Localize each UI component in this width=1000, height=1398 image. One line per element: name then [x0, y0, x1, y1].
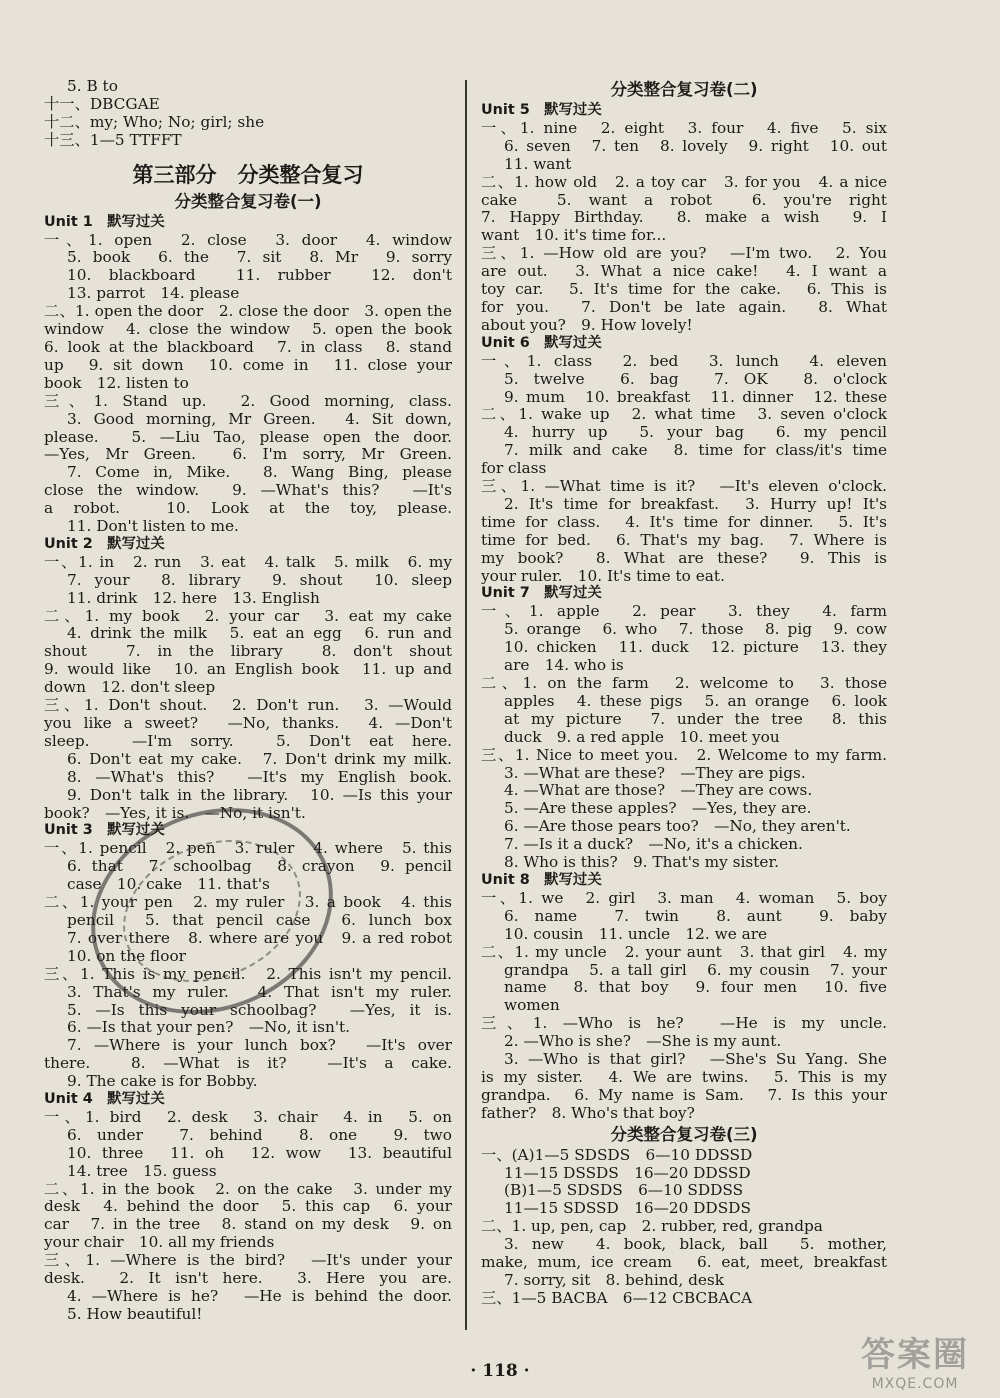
answer-line: 一、1. nine 2. eight 3. four 4. five 5. six: [481, 119, 887, 137]
answer-line: are 14. who is: [504, 657, 624, 675]
unit-block: [44, 214, 452, 536]
answer-line: 10. blackboard 11. rubber 12. don't: [67, 267, 452, 285]
answer-line: 三、1. —What time is it? —It's eleven o'clock.: [481, 478, 887, 496]
answer-line: duck 9. a red apple 10. meet you: [504, 728, 780, 746]
answer-line: car 7. in the tree 8. stand on my desk 9. on: [44, 1216, 452, 1234]
answer-line: 9. would like 10. an English book 11. up and: [44, 661, 452, 679]
answer-line: make, mum, ice cream 6. eat, meet, breakfast: [481, 1254, 887, 1272]
answer-line: 三、1. This is my pencil. 2. This isn't my pencil.: [44, 965, 452, 983]
stamp-inner-ring: [102, 814, 323, 1007]
answer-line: desk. 2. It isn't here. 3. Here you are.: [44, 1270, 452, 1288]
answer-line: your chair 10. all my friends: [44, 1234, 275, 1252]
answer-line: grandpa 5. a tall girl 6. my cousin 7. your: [504, 961, 887, 979]
answer-line: 6. Don't eat my cake. 7. Don't drink my milk.: [67, 750, 452, 768]
unit-heading: Unit 8 默写过关: [481, 871, 602, 888]
answer-line: father? 8. Who's that boy?: [481, 1104, 695, 1122]
answer-line: 6. under 7. behind 8. one 9. two: [67, 1126, 452, 1144]
answer-line: 8. —What's this? —It's my English book.: [67, 768, 452, 786]
answer-line: 9. The cake is for Bobby.: [67, 1073, 258, 1091]
answer-line: 4. —What are those? —They are cows.: [504, 782, 813, 800]
unit-heading: Unit 7 默写过关: [481, 585, 602, 602]
answer-line: 三、1. Stand up. 2. Good morning, class.: [44, 392, 452, 410]
answer-line: 11. want: [504, 155, 572, 173]
left-column: [44, 78, 452, 1324]
unit-block: [44, 1091, 452, 1324]
answer-line: 5. —Is this your schoolbag? —Yes, it is.: [67, 1001, 452, 1019]
answer-line: women: [504, 997, 560, 1015]
answer-line: 7. Happy Birthday. 8. make a wish 9. I: [481, 209, 887, 227]
top-answers: [44, 78, 452, 150]
answer-line: 4. drink the milk 5. eat an egg 6. run and: [67, 625, 452, 643]
right-units: [481, 102, 887, 1123]
answer-line: 十三、1—5 TTFFT: [44, 131, 182, 149]
answer-line: 7. over there 8. where are you 9. a red robot: [67, 929, 452, 947]
right-column: [481, 78, 887, 1308]
answer-line: 一、1. bird 2. desk 3. chair 4. in 5. on: [44, 1108, 452, 1126]
answer-line: 三、1. —How old are you? —I'm two. 2. You: [481, 245, 887, 263]
answer-line: 3. —What are these? —They are pigs.: [504, 764, 806, 782]
answer-line: 7. —Where is your lunch box? —It's over: [67, 1037, 452, 1055]
unit-heading: Unit 5 默写过关: [481, 102, 602, 118]
answer-line: my book? 8. What are these? 9. This is: [481, 549, 887, 567]
unit-block: [481, 585, 887, 872]
answer-line: for you. 7. Don't be late again. 8. What: [481, 298, 887, 316]
answer-line: 7. milk and cake 8. time for class/it's time: [504, 442, 887, 460]
answer-line: there. 8. —What is it? —It's a cake.: [44, 1055, 452, 1073]
answer-line: down 12. don't sleep: [44, 679, 216, 697]
watermark-url: MXQE.COM: [871, 1376, 959, 1392]
answer-line: 5. orange 6. who 7. those 8. pig 9. cow: [504, 621, 887, 639]
answer-line: book? —Yes, it is. —No, it isn't.: [44, 804, 306, 822]
watermark-logo: 答案圈: [861, 1335, 969, 1375]
unit-heading: Unit 4 默写过关: [44, 1091, 165, 1108]
answer-line: 一、1. class 2. bed 3. lunch 4. eleven: [481, 352, 887, 370]
answer-line: book 12. listen to: [44, 374, 189, 392]
answer-line: case 10. cake 11. that's: [67, 876, 270, 894]
answer-line: 一、1. in 2. run 3. eat 4. talk 5. milk 6. my: [44, 553, 452, 571]
answer-line: 一、1. pencil 2. pen 3. ruler 4. where 5. this: [44, 840, 452, 858]
answer-line: shout 7. in the library 8. don't shout: [44, 643, 452, 661]
answer-line: 三、1. —Who is he? —He is my uncle.: [481, 1015, 887, 1033]
answer-line: 11—15 SDSSD 16—20 DDSDS: [504, 1200, 751, 1218]
answer-line: time for class. 4. It's time for dinner. 5. It's: [481, 513, 887, 531]
answer-line: 6. that 7. schoolbag 8. crayon 9. pencil: [67, 858, 452, 876]
answer-line: 6. —Is that your pen? —No, it isn't.: [67, 1019, 351, 1037]
answer-line: are out. 3. What a nice cake! 4. I want a: [481, 263, 887, 281]
answer-line: 二、1. up, pen, cap 2. rubber, red, grandpa: [481, 1218, 823, 1236]
answer-line: 一、(A)1—5 SDSDS 6—10 DDSSD: [481, 1146, 753, 1164]
answer-line: 6. —Are those pears too? —No, they aren't.: [504, 818, 851, 836]
answer-line: close the window. 9. —What's this? —It's: [44, 482, 452, 500]
answer-line: 13. parrot 14. please: [67, 285, 240, 303]
answer-line: 14. tree 15. guess: [67, 1162, 217, 1180]
section-3-answers: [481, 1147, 887, 1308]
answer-line: grandpa. 6. My name is Sam. 7. Is this your: [481, 1086, 887, 1104]
answer-line: name 8. that boy 9. four men 10. five: [504, 979, 887, 997]
unit-block: [481, 335, 887, 586]
answer-line: 8. Who is this? 9. That's my sister.: [504, 854, 779, 872]
answer-line: up 9. sit down 10. come in 11. close your: [44, 356, 452, 374]
answer-line: 5. book 6. the 7. sit 8. Mr 9. sorry: [67, 249, 452, 267]
answer-line: 4. —Where is he? —He is behind the door.: [67, 1288, 452, 1305]
answer-line: 4. hurry up 5. your bag 6. my pencil: [504, 424, 887, 442]
answer-line: pencil 5. that pencil case 6. lunch box: [67, 911, 452, 929]
answer-line: 7. sorry, sit 8. behind, desk: [504, 1272, 725, 1289]
answer-line: 二、1. my uncle 2. your aunt 3. that girl 4. my: [481, 943, 887, 961]
answer-line: 一、1. we 2. girl 3. man 4. woman 5. boy: [481, 889, 887, 907]
answer-line: 11. Don't listen to me.: [67, 518, 239, 536]
answer-line: window 4. close the window 5. open the book: [44, 321, 452, 339]
answer-line: your ruler. 10. It's time to eat.: [481, 567, 725, 585]
answer-line: 二、1. in the book 2. on the cake 3. under my: [44, 1180, 452, 1198]
unit-block: [481, 872, 887, 1123]
answer-line: 10. on the floor: [67, 947, 186, 965]
left-units: [44, 214, 452, 1324]
answer-line: apples 4. these pigs 5. an orange 6. look: [504, 692, 887, 710]
answer-line: you like a sweet? —No, thanks. 4. —Don't: [44, 715, 452, 732]
part-title: 第三部分 分类整合复习: [132, 162, 364, 187]
answer-line: 一、1. open 2. close 3. door 4. window: [44, 231, 452, 249]
answer-line: 7. —Is it a duck? —No, it's a chicken.: [504, 836, 803, 854]
answer-line: 10. cousin 11. uncle 12. we are: [504, 925, 768, 943]
answer-line: 6. seven 7. ten 8. lovely 9. right 10. out: [504, 137, 887, 155]
unit-block: [44, 536, 452, 823]
answer-line: 9. Don't talk in the library. 10. —Is this your: [67, 786, 452, 804]
unit-heading: Unit 6 默写过关: [481, 334, 602, 351]
answer-line: 5. twelve 6. bag 7. OK 8. o'clock: [504, 370, 887, 388]
answer-line: 5. How beautiful!: [67, 1305, 203, 1323]
answer-line: 6. look at the blackboard 7. in class 8. stand: [44, 338, 452, 356]
answer-line: —Yes, Mr Green. 6. I'm sorry, Mr Green.: [44, 446, 452, 464]
answer-line: 11. drink 12. here 13. English: [67, 589, 320, 607]
answer-line: 10. three 11. oh 12. wow 13. beautiful: [67, 1144, 452, 1162]
answer-line: sleep. —I'm sorry. 5. Don't eat here.: [44, 732, 452, 750]
answer-line: 3. new 4. book, black, ball 5. mother,: [504, 1236, 887, 1254]
answer-line: for class: [481, 460, 547, 478]
answer-line: 3. —Who is that girl? —She's Su Yang. She: [504, 1051, 887, 1069]
answer-line: 2. —Who is she? —She is my aunt.: [504, 1033, 782, 1051]
answer-line: 3. That's my ruler. 4. That isn't my ruler.: [67, 983, 452, 1001]
answer-line: 二、1. wake up 2. what time 3. seven o'clock: [481, 406, 887, 424]
unit-heading: Unit 2 默写过关: [44, 535, 165, 552]
section-title-2: 分类整合复习卷(二): [610, 80, 758, 99]
answer-line: 二、1. open the door 2. close the door 3. open the: [44, 303, 452, 321]
answer-line: cake 5. want a robot 6. you're right: [481, 191, 887, 209]
answer-line: 6. name 7. twin 8. aunt 9. baby: [504, 907, 887, 925]
answer-line: 三、1—5 BACBA 6—12 CBCBACA: [481, 1289, 753, 1307]
answer-line: toy car. 5. It's time for the cake. 6. This is: [481, 281, 887, 299]
answer-line: please. 5. —Liu Tao, please open the door.: [44, 428, 452, 446]
answer-line: time for bed. 6. That's my bag. 7. Where is: [481, 531, 887, 549]
answer-line: 7. Come in, Mike. 8. Wang Bing, please: [67, 464, 452, 482]
answer-line: (B)1—5 SDSDS 6—10 SDDSS: [504, 1182, 744, 1200]
unit-block: [481, 102, 887, 335]
answer-line: 5. B to: [67, 78, 118, 95]
unit-heading: Unit 1 默写过关: [44, 213, 165, 230]
answer-line: 十二、my; Who; No; girl; she: [44, 113, 265, 131]
answer-line: 9. mum 10. breakfast 11. dinner 12. these: [504, 388, 887, 406]
column-divider: [465, 80, 467, 1330]
answer-line: 10. chicken 11. duck 12. picture 13. they: [504, 639, 887, 657]
answer-line: 二、1. how old 2. a toy car 3. for you 4. a nice: [481, 173, 887, 191]
answer-line: at my picture 7. under the tree 8. this: [504, 710, 887, 728]
answer-line: desk 4. behind the door 5. this cap 6. your: [44, 1198, 452, 1216]
answer-line: 三、1. Nice to meet you. 2. Welcome to my farm.: [481, 746, 887, 764]
site-watermark: [840, 1327, 990, 1392]
section-title-3: 分类整合复习卷(三): [610, 1124, 758, 1144]
answer-line: 二、1. your pen 2. my ruler 3. a book 4. this: [44, 894, 452, 912]
answer-line: 三、1. Don't shout. 2. Don't run. 3. —Would: [44, 697, 452, 715]
answer-line: 一、1. apple 2. pear 3. they 4. farm: [481, 603, 887, 621]
answer-line: 5. —Are these apples? —Yes, they are.: [504, 800, 812, 818]
answer-line: 三、1. —Where is the bird? —It's under your: [44, 1252, 452, 1270]
answer-line: a robot. 10. Look at the toy, please.: [44, 500, 452, 518]
answer-line: 十一、DBCGAE: [44, 95, 160, 113]
unit-heading: Unit 3 默写过关: [44, 822, 165, 839]
answer-line: is my sister. 4. We are twins. 5. This is my: [481, 1068, 887, 1086]
answer-line: 2. It's time for breakfast. 3. Hurry up! It's: [504, 495, 887, 513]
answer-line: 11—15 DSSDS 16—20 DDSSD: [504, 1164, 751, 1182]
answer-line: 7. your 8. library 9. shout 10. sleep: [67, 571, 452, 589]
answer-line: 3. Good morning, Mr Green. 4. Sit down,: [67, 410, 452, 428]
answer-line: want 10. it's time for...: [481, 227, 667, 245]
answer-line: 二、1. on the farm 2. welcome to 3. those: [481, 675, 887, 692]
section-title-1: 分类整合复习卷(一): [174, 191, 322, 211]
answer-line: about you? 9. How lovely!: [481, 316, 693, 334]
page-number: · 118 ·: [470, 1361, 530, 1381]
answer-line: 二、1. my book 2. your car 3. eat my cake: [44, 607, 452, 625]
